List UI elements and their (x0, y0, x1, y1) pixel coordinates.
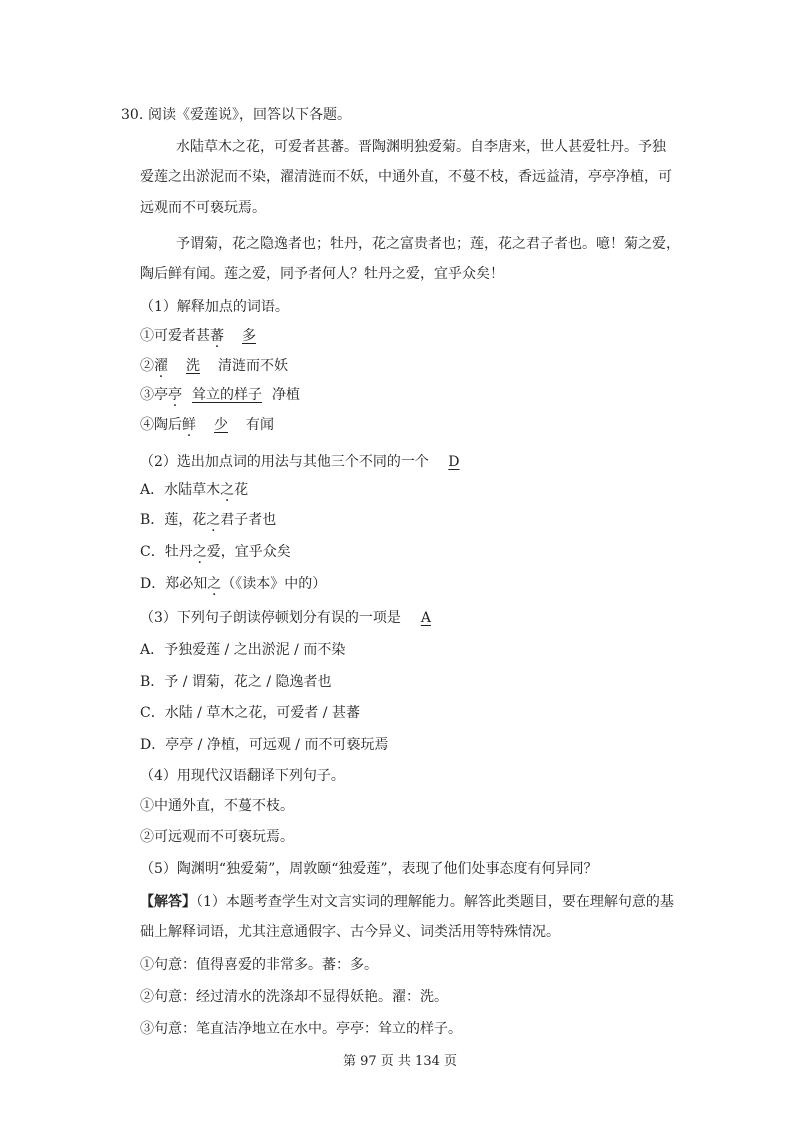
item-text: ①可爱者甚 (140, 328, 210, 344)
answer-text: （1）本题考查学生对文言实词的理解能力。解答此类题目，要在理解句意的基 (196, 894, 674, 910)
passage-line: 水陆草木之花，可爱者甚蕃。晋陶渊明独爱菊。自李唐来，世人甚爱牡丹。予独 (176, 139, 666, 155)
passage-line: 予谓菊，花之隐逸者也；牡丹，花之富贵者也；莲，花之君子者也。噫！菊之爱， (176, 236, 680, 252)
option-text: D．郑必知 (140, 576, 208, 592)
sub4-prompt: （4）用现代汉语翻译下列句子。 (140, 768, 345, 784)
passage-line: 爱莲之出淤泥而不染，濯清涟而不妖，中通外直，不蔓不枝，香远益清，亭亭净植，可 (140, 169, 672, 185)
item-text: 清涟而不妖 (218, 358, 288, 374)
answer-line-1 (140, 893, 674, 911)
page-footer: 第 97 页 共 134 页 (342, 1054, 458, 1069)
option-text: 君子者也 (220, 512, 277, 528)
sub1-item-1 (140, 327, 274, 345)
item-text: 净植 (272, 387, 300, 403)
sub1-item-3 (140, 386, 300, 404)
answer-blank: 少 (214, 417, 228, 433)
sub2-option-c (140, 543, 291, 561)
passage-line: 陶后鲜有闻。莲之爱，同予者何人？牡丹之爱，宜乎众矣！ (140, 266, 504, 282)
dotted-word: 之 (220, 482, 235, 498)
sub1-item-4 (140, 416, 274, 434)
dotted-word: 蕃 (210, 328, 224, 344)
sub3-option-c: C．水陆 / 草木之花，可爱者 / 甚蕃 (140, 705, 360, 721)
answer-blank: D (448, 454, 460, 470)
item-text: ② (140, 358, 154, 374)
sub3-option-d: D．亭亭 / 净植，可远观 / 而不可亵玩焉 (140, 737, 389, 753)
answer-line-2: 础上解释词语，尤其注意通假字、古今异义、词类活用等特殊情况。 (140, 924, 560, 940)
question-number: 30. (121, 107, 144, 123)
sub1-item-2 (140, 357, 288, 375)
answer-label: 【解答】 (140, 894, 196, 910)
option-text: A．水陆草木 (140, 482, 221, 498)
answer-explanation-3: ③句意：笔直洁净地立在水中。亭亭：耸立的样子。 (140, 1021, 462, 1037)
dotted-word: 之 (207, 576, 222, 592)
sub4-sentence-2: ②可远观而不可亵玩焉。 (140, 829, 294, 845)
sub3-prompt (140, 609, 451, 627)
answer-blank: 多 (242, 328, 256, 344)
sub2-prompt (140, 453, 479, 471)
option-text: 花 (234, 482, 249, 498)
dotted-word: 鲜 (182, 417, 196, 433)
sub1-prompt: （1）解释加点的词语。 (140, 299, 289, 315)
passage-line: 远观而不可亵玩焉。 (140, 200, 266, 216)
item-text: ④陶后 (140, 417, 182, 433)
item-text: 有闻 (246, 417, 274, 433)
dotted-word: 亭 (168, 387, 182, 403)
option-text: B．莲，花 (140, 512, 207, 528)
prompt-text: （3）下列句子朗读停顿划分有误的一项是 (140, 610, 401, 626)
sub2-option-a (140, 481, 248, 499)
answer-explanation-2: ②句意：经过清水的洗涤却不显得妖艳。濯：洗。 (140, 989, 448, 1005)
dotted-word: 之 (192, 544, 207, 560)
sub2-option-d (140, 575, 326, 593)
dotted-word: 之 (206, 512, 221, 528)
option-text: （《读本》中的） (221, 576, 327, 592)
prompt-text: （2）选出加点词的用法与其他三个不同的一个 (140, 454, 429, 470)
sub5-prompt: （5）陶渊明“独爱菊”，周敦颐“独爱莲”，表现了他们处事态度有何异同？ (140, 861, 598, 877)
answer-blank: 洗 (186, 358, 200, 374)
sub3-option-a: A．予独爱莲 / 之出淤泥 / 而不染 (140, 642, 346, 658)
sub3-option-b: B．予 / 谓菊，花之 / 隐逸者也 (140, 674, 332, 690)
question-title: 阅读《爱莲说》，回答以下各题。 (148, 107, 351, 123)
answer-blank: A (420, 610, 431, 626)
sub2-option-b (140, 511, 276, 529)
option-text: C．牡丹 (140, 544, 193, 560)
item-text: ③亭 (140, 387, 168, 403)
option-text: 爱，宜乎众矣 (206, 544, 291, 560)
sub4-sentence-1: ①中通外直，不蔓不枝。 (140, 798, 294, 814)
answer-blank: 耸立的样子 (192, 387, 262, 403)
dotted-word: 濯 (154, 358, 168, 374)
answer-explanation-1: ①句意：值得喜爱的非常多。蕃：多。 (140, 957, 378, 973)
